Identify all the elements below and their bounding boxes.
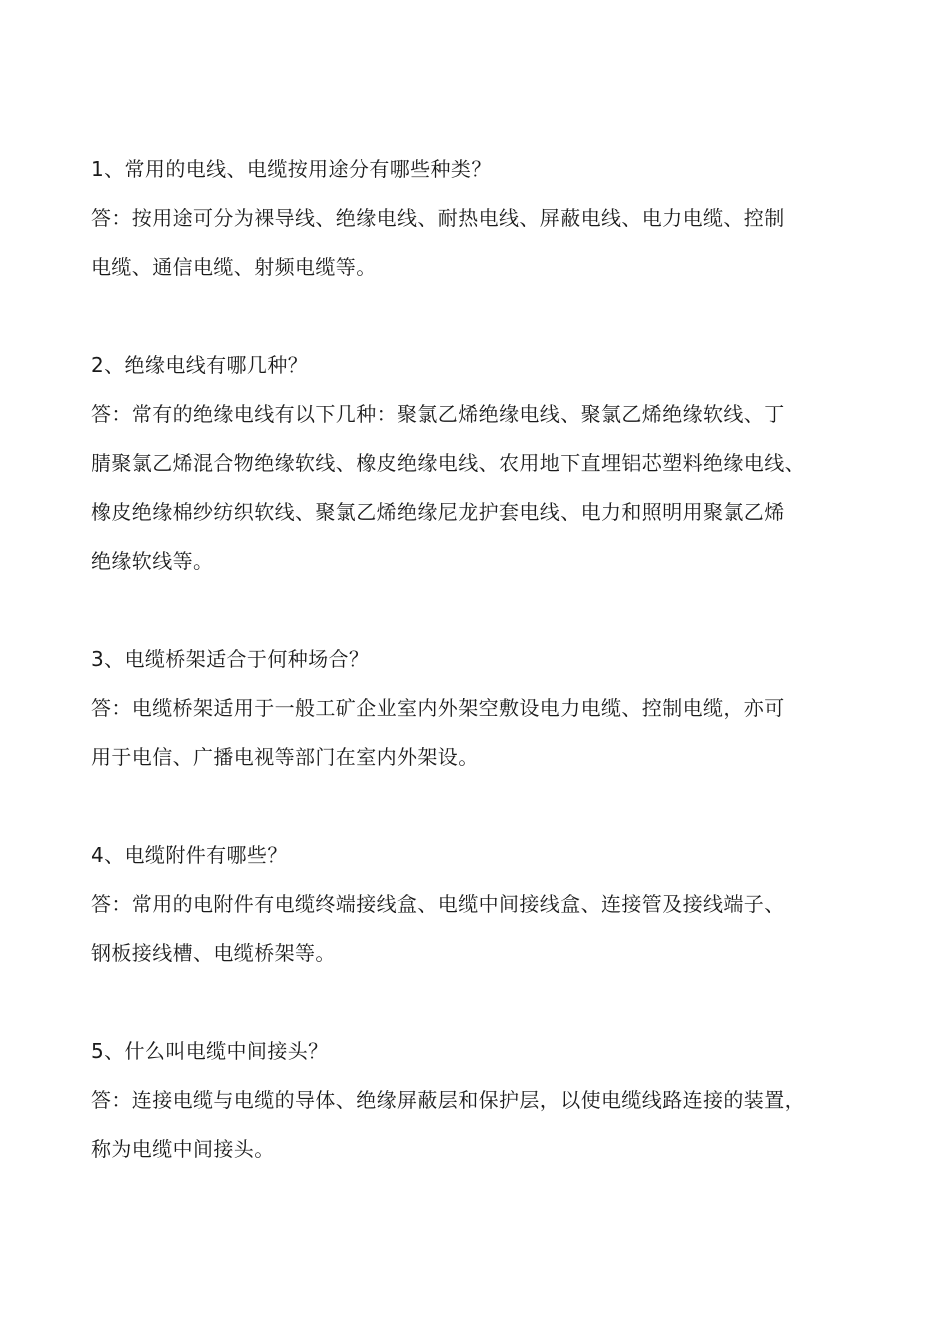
qa-item-5 (91, 1027, 866, 1174)
qa-item-4 (91, 831, 866, 978)
answer-2-line-1: 答：常有的绝缘电线有以下几种：聚氯乙烯绝缘电线、聚氯乙烯绝缘软线、丁 (91, 402, 785, 426)
question-3: 3、电缆桥架适合于何种场合？ (91, 647, 370, 671)
answer-5-line-2: 称为电缆中间接头。 (91, 1137, 275, 1161)
qa-item-3 (91, 635, 866, 782)
question-4: 4、电缆附件有哪些？ (91, 843, 288, 867)
answer-2-line-4: 绝缘软线等。 (91, 549, 214, 573)
answer-4-line-2: 钢板接线槽、电缆桥架等。 (91, 941, 336, 965)
answer-3-line-1: 答：电缆桥架适用于一般工矿企业室内外架空敷设电力电缆、控制电缆，亦可 (91, 696, 785, 720)
question-2: 2、绝缘电线有哪几种？ (91, 353, 309, 377)
question-1: 1、常用的电线、电缆按用途分有哪些种类？ (91, 157, 492, 181)
answer-3-line-2: 用于电信、广播电视等部门在室内外架设。 (91, 745, 479, 769)
document-page (91, 145, 866, 1223)
question-5: 5、什么叫电缆中间接头？ (91, 1039, 329, 1063)
answer-5-line-1: 答：连接电缆与电缆的导体、绝缘屏蔽层和保护层，以使电缆线路连接的装置， (91, 1088, 805, 1112)
answer-2-line-3: 橡皮绝缘棉纱纺织软线、聚氯乙烯绝缘尼龙护套电线、电力和照明用聚氯乙烯 (91, 500, 785, 524)
answer-1-line-1: 答：按用途可分为裸导线、绝缘电线、耐热电线、屏蔽电线、电力电缆、控制 (91, 206, 785, 230)
answer-2-line-2: 腈聚氯乙烯混合物绝缘软线、橡皮绝缘电线、农用地下直埋铝芯塑料绝缘电线、 (91, 451, 805, 475)
qa-item-1 (91, 145, 866, 292)
answer-4-line-1: 答：常用的电附件有电缆终端接线盒、电缆中间接线盒、连接管及接线端子、 (91, 892, 785, 916)
qa-item-2 (91, 341, 866, 586)
answer-1-line-2: 电缆、通信电缆、射频电缆等。 (91, 255, 377, 279)
